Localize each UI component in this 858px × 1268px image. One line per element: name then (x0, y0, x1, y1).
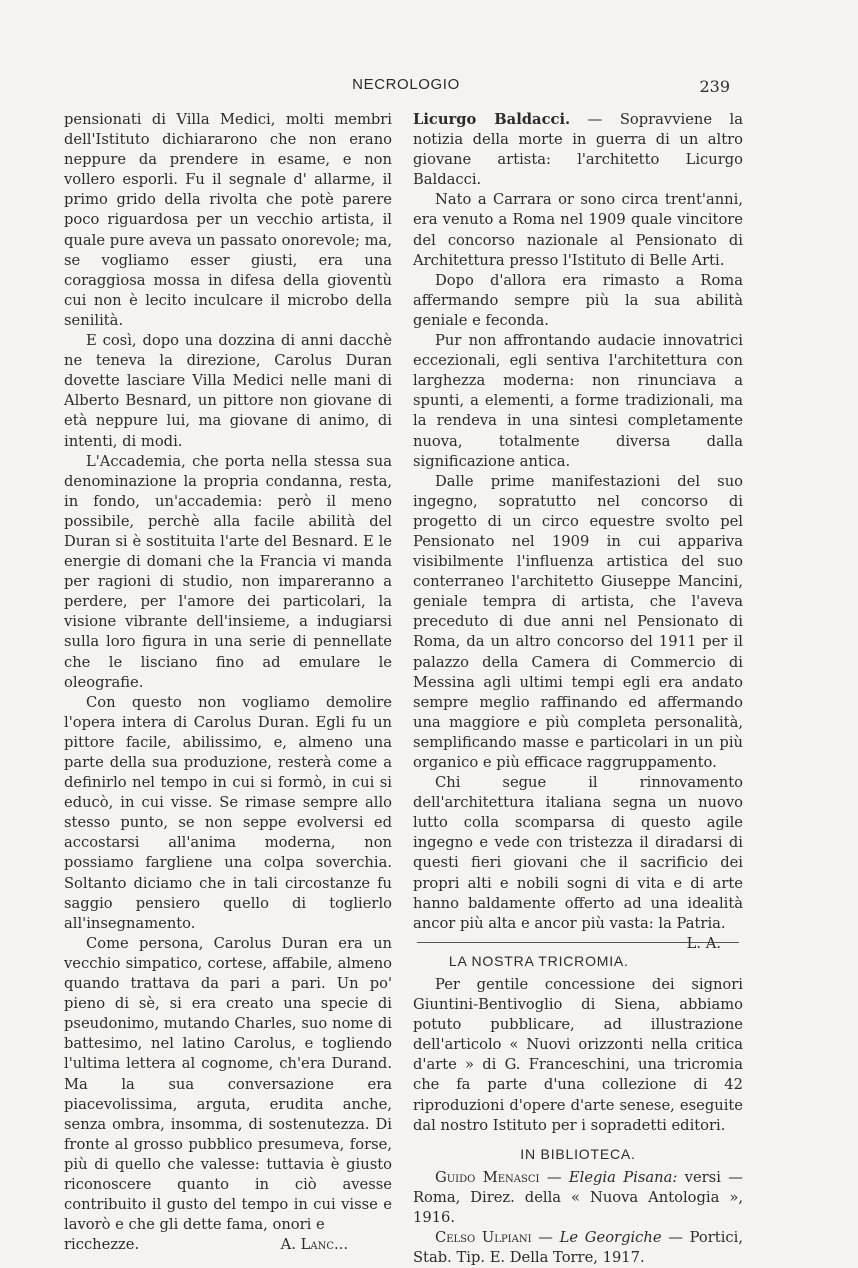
left-closing-line (64, 1235, 392, 1255)
entry-1-author: Guido Menasci (435, 1168, 540, 1186)
right-paragraph-5: Dalle prime manifestazioni del suo ingegno, sopratutto nel concorso di progetto di un circo equestre svolto pel Pensionato nel 1909 in cui appariva visibilmente l'influenza artistica del suo conterraneo l'architetto Giuseppe Mancini, geniale tempra di artista, che l'aveva preceduto di due anni nel Pensionato di Roma, da un altro concorso del 1911 per il palazzo della Camera di Commercio di Messina agli ultimi tempi egli era andato sempre meglio raffinando ed affermando una maggiore e più completa personalità, semplificando masse e particolari in un più organico e più efficace raggruppamento. (413, 472, 743, 771)
right-column (413, 110, 743, 1268)
right-paragraph-4: Pur non affrontando audacie innovatrici eccezionali, egli sentiva l'architettura con larghezza moderna: non rinunciava a spunti, a elementi, a forme tradizionali, ma la rendeva in una sintesi completamente nuova, totalmente diversa dalla significazione antica. (413, 332, 743, 470)
closing-word: ricchezze. (64, 1236, 140, 1254)
left-paragraph-3: L'Accademia, che porta nella stessa sua denominazione la propria condanna, resta, in fondo, un'accademia: però il meno possibile, perchè alla facile abilità del Duran si è sostituita l'arte del Besnard. E le energie di domani che la Francia vi manda per ragioni di studio, non impareranno a perdere, per l'amore dei particolari, la visione vibrante dell'insieme, a indugiarsi sulla loro figura in una serie di pennellate che le lisciano fino ad emulare le oleografie. (64, 452, 392, 691)
entry-1-dash: — (539, 1168, 569, 1186)
article-signature: A. Lanc... (280, 1236, 348, 1254)
page-header (64, 76, 748, 98)
obituary-name: Licurgo Baldacci. (413, 111, 571, 128)
obituary-intro-text: — Sopravviene la notizia della morte in guerra di un altro giovane artista: l'architetto Licurgo Baldacci. (413, 111, 743, 189)
right-paragraph-6-text: Chi segue il rinnovamento dell'architettura italiana segna un nuovo lutto colla scomparsa di questo agile ingegno e vede con tristezza il diradarsi di questi fieri giovani che il sacrificio dei propri alti e nobili sogni di vita e di arte hanno baldamente offerto ad una idealità ancor più alta e ancor più vasta: la Patria. (413, 774, 743, 932)
entry-2-dash: — (531, 1229, 560, 1247)
right-paragraph-3: Dopo d'allora era rimasto a Roma affermando sempre più la sua abilità geniale e feconda. (413, 271, 743, 329)
spacer (413, 1136, 743, 1144)
left-paragraph-2: E così, dopo una dozzina di anni dacchè ne teneva la direzione, Carolus Duran dovette lasciare Villa Medici nelle mani di Alberto Besnard, un pittore non giovane di età neppure lui, ma giovane di animo, di intenti, di modi. (64, 332, 392, 450)
right-paragraph-2: Nato a Carrara or sono circa trent'anni, era venuto a Roma nel 1909 quale vincitore del concorso nazionale al Pensionato di Architettura presso l'Istituto di Belle Arti. (413, 191, 743, 269)
entry-2-author: Celso Ulpiani (435, 1229, 532, 1247)
left-paragraph-1: pensionati di Villa Medici, molti membri dell'Istituto dichiararono che non erano neppure da prendere in esame, e non vollero esporli. Fu il segnale d' allarme, il primo grido della rivolta che potè parere poco riguardosa per un vecchio artista, il quale pure aveva un passato onorevole; ma, se vogliamo esser giusti, era una coraggiosa mossa in difesa della gioventù cui non è lecito inculcare il microbo della senilità. (64, 111, 392, 329)
page-number: 239 (699, 77, 730, 96)
bibliography-entry-1 (413, 1168, 743, 1228)
entry-1-details: versi — Roma, Direz. della « Nuova Antologia », 1916. (413, 1168, 743, 1226)
obituary-signature: L. A. (686, 934, 721, 952)
bibliography-entry-2 (413, 1228, 743, 1268)
left-paragraph-5: Come persona, Carolus Duran era un vecchio simpatico, cortese, affabile, almeno quando trattava da pari a pari. Un po' pieno di sè, si era creato una specie di pseudonimo, mutando Charles, suo nome di battesimo, nel latino Carolus, e togliendo l'ultima lettera al cognome, ch'era Durand. Ma la sua conversazione era piacevolissima, arguta, erudita anche, senza ombra, insomma, di sostenutezza. Di fronte al grosso pubblico presumeva, forse, più di quello che valesse: tuttavia è giusto riconoscere quanto in ciò avesse contribuito il gusto del tempo in cui visse e lavorò e che gli dette fama, onori e (64, 934, 392, 1234)
tricromia-heading: LA NOSTRA TRICROMIA. (448, 952, 629, 969)
obituary-intro (413, 110, 743, 190)
entry-2-title: Le Georgiche (559, 1229, 662, 1247)
running-title: NECROLOGIO (352, 76, 460, 93)
entry-2-details: — Portici, Stab. Tip. E. Della Torre, 1917. (413, 1229, 743, 1267)
entry-1-title: Elegia Pisana: (568, 1168, 678, 1186)
tricromia-paragraph: Per gentile concessione dei signori Giuntini-Bentivoglio di Siena, abbiamo potuto pubblicare, ad illustrazione dell'articolo « Nuovi orizzonti nella critica d'arte » di G. Franceschini, una tricromia che fa parte d'una collezione di 42 riproduzioni d'opere d'arte senese, eseguite dal nostro Istituto per i sopradetti editori. (413, 975, 743, 1134)
left-paragraph-4: Con questo non vogliamo demolire l'opera intera di Carolus Duran. Egli fu un pittore facile, abilissimo, e, almeno una parte della sua produzione, resterà come a definirlo nel tempo in cui si formò, in cui si educò, in cui visse. Se rimase sempre allo stesso punto, se non seppe evolversi ed accostarsi all'anima moderna, non possiamo fargliene una colpa soverchia. Soltanto diciamo che in tali circostanze fu saggio pensiero quello di toglierlo all'insegnamento. (64, 693, 392, 932)
left-column (64, 110, 392, 1255)
biblioteca-heading: IN BIBLIOTECA. (520, 1145, 636, 1162)
right-paragraph-6 (413, 773, 743, 952)
